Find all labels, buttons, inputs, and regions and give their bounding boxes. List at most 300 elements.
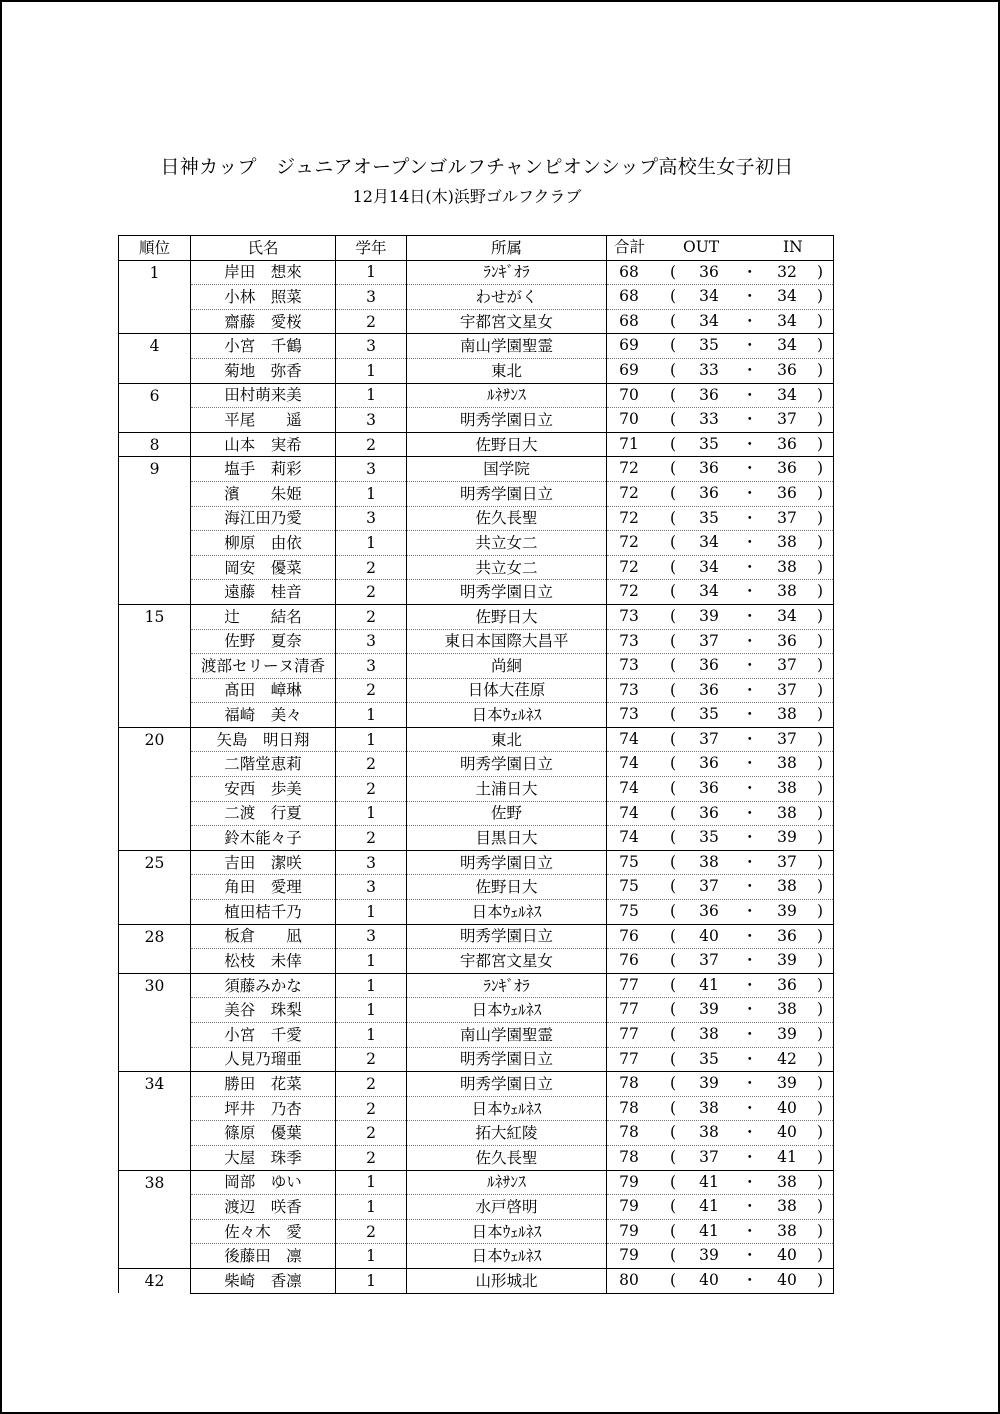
total-score: 74 [619,828,639,847]
out-score: 34 [699,557,719,576]
affiliation-cell: ﾗﾝｷﾞｵﾗ [407,973,607,998]
total-score: 78 [619,1074,639,1093]
open-paren: ( [670,1123,677,1142]
out-score: 39 [699,606,719,625]
close-paren: ) [817,311,824,330]
affiliation-cell: 水戸啓明 [407,1195,607,1220]
close-paren: ) [817,483,824,502]
header-score [607,236,834,261]
score-separator: ・ [742,1246,758,1265]
rank-cell: 25 [119,850,191,875]
rank-cell [119,1096,191,1121]
grade-cell: 1 [336,998,407,1023]
table-row [119,1023,834,1048]
rank-cell [119,1023,191,1048]
table-row [119,309,834,334]
open-paren: ( [670,656,677,675]
rank-cell [119,703,191,728]
open-paren: ( [670,410,677,429]
score-cell [607,580,834,605]
document-subtitle: 12月14日(木)浜野ゴルフクラブ [352,187,582,206]
out-score: 33 [699,360,719,379]
grade-cell: 1 [336,900,407,925]
close-paren: ) [817,262,824,281]
score-cell [607,924,834,949]
out-score: 38 [699,1098,719,1117]
table-row [119,678,834,703]
name-cell: 角田 愛理 [191,875,336,900]
affiliation-cell: 明秀学園日立 [407,1047,607,1072]
affiliation-cell: 宇都宮文星女 [407,309,607,334]
score-separator: ・ [742,1074,758,1093]
close-paren: ) [817,951,824,970]
close-paren: ) [817,779,824,798]
table-row [119,900,834,925]
close-paren: ) [817,582,824,601]
document-title: 日神カップ ジュニアオープンゴルフチャンピオンシップ高校生女子初日 [160,156,794,178]
name-cell: 佐野 夏奈 [191,629,336,654]
total-score: 74 [619,779,639,798]
open-paren: ( [670,385,677,404]
total-score: 72 [619,582,639,601]
in-score: 38 [777,705,797,724]
score-separator: ・ [742,459,758,478]
in-score: 39 [777,951,797,970]
name-cell: 渡部セリーヌ清香 [191,654,336,679]
total-score: 79 [619,1221,639,1240]
grade-cell: 2 [336,580,407,605]
name-cell: 岡安 優菜 [191,555,336,580]
score-separator: ・ [742,975,758,994]
close-paren: ) [817,1025,824,1043]
total-score: 73 [619,680,639,699]
rank-cell [119,949,191,974]
score-cell [607,481,834,506]
out-score: 35 [699,1049,719,1068]
open-paren: ( [670,631,677,650]
in-score: 38 [777,779,797,798]
table-row [119,1195,834,1220]
affiliation-cell: 佐野 [407,801,607,826]
rank-cell: 8 [119,432,191,457]
score-separator: ・ [742,1098,758,1117]
grade-cell: 3 [336,924,407,949]
total-score: 74 [619,803,639,822]
name-cell: 美谷 珠梨 [191,998,336,1023]
out-score: 34 [699,311,719,330]
total-score: 77 [619,1049,639,1068]
affiliation-cell: 佐久長聖 [407,506,607,531]
table-row [119,457,834,482]
in-score: 36 [777,926,797,945]
score-separator: ・ [742,656,758,675]
table-row [119,383,834,408]
rank-cell [119,1195,191,1220]
score-cell [607,432,834,457]
open-paren: ( [670,902,677,921]
score-separator: ・ [742,311,758,330]
total-score: 73 [619,705,639,724]
out-score: 36 [699,902,719,921]
table-row [119,949,834,974]
grade-cell: 1 [336,727,407,752]
score-cell [607,654,834,679]
header-out: OUT [683,238,720,256]
open-paren: ( [670,508,677,527]
open-paren: ( [670,951,677,970]
grade-cell: 3 [336,654,407,679]
score-cell [607,900,834,925]
in-score: 38 [777,1221,797,1240]
score-separator: ・ [742,803,758,822]
score-separator: ・ [742,336,758,355]
close-paren: ) [817,828,824,847]
score-cell [607,260,834,285]
name-cell: 塩手 莉彩 [191,457,336,482]
out-score: 36 [699,385,719,404]
open-paren: ( [670,680,677,699]
score-separator: ・ [742,828,758,847]
name-cell: 小宮 千愛 [191,1023,336,1048]
results-table [118,235,834,1294]
out-score: 34 [699,582,719,601]
grade-cell: 1 [336,383,407,408]
score-separator: ・ [742,582,758,601]
open-paren: ( [670,287,677,306]
out-score: 37 [699,951,719,970]
name-cell: 柴崎 香凛 [191,1268,336,1293]
out-score: 36 [699,779,719,798]
out-score: 39 [699,1000,719,1019]
total-score: 79 [619,1172,639,1191]
open-paren: ( [670,1172,677,1191]
close-paren: ) [817,533,824,552]
open-paren: ( [670,557,677,576]
close-paren: ) [817,434,824,453]
name-cell: 福崎 美々 [191,703,336,728]
total-score: 80 [619,1270,639,1289]
open-paren: ( [670,1197,677,1216]
close-paren: ) [817,385,824,404]
total-score: 79 [619,1197,639,1216]
rank-cell [119,900,191,925]
total-score: 69 [619,360,639,379]
in-score: 42 [777,1049,797,1068]
total-score: 79 [619,1246,639,1265]
rank-cell: 1 [119,260,191,285]
header-total: 合計 [614,238,646,256]
score-separator: ・ [742,1172,758,1191]
close-paren: ) [817,877,824,896]
table-row [119,260,834,285]
total-score: 72 [619,557,639,576]
rank-cell [119,481,191,506]
table-row [119,285,834,310]
grade-cell: 1 [336,703,407,728]
grade-cell: 3 [336,334,407,359]
close-paren: ) [817,1147,824,1166]
total-score: 72 [619,533,639,552]
table-row [119,654,834,679]
score-cell [607,1268,834,1293]
score-cell [607,850,834,875]
grade-cell: 2 [336,1047,407,1072]
total-score: 68 [619,262,639,281]
affiliation-cell: 日本ｳｪﾙﾈｽ [407,900,607,925]
name-cell: 矢島 明日翔 [191,727,336,752]
total-score: 76 [619,926,639,945]
header-name: 氏名 [191,236,336,261]
in-score: 40 [777,1246,797,1265]
close-paren: ) [817,926,824,945]
affiliation-cell: 明秀学園日立 [407,408,607,433]
table-row [119,555,834,580]
name-cell: 柳原 由依 [191,531,336,556]
grade-cell: 1 [336,531,407,556]
rank-cell [119,1047,191,1072]
table-row [119,531,834,556]
total-score: 75 [619,877,639,896]
score-cell [607,1195,834,1220]
rank-cell [119,309,191,334]
score-separator: ・ [742,877,758,896]
rank-cell [119,1145,191,1170]
rank-cell [119,752,191,777]
score-cell [607,1023,834,1048]
affiliation-cell: 国学院 [407,457,607,482]
in-score: 37 [777,680,797,699]
in-score: 34 [777,336,797,355]
affiliation-cell: 東北 [407,358,607,383]
name-cell: 小林 照菜 [191,285,336,310]
name-cell: 平尾 遥 [191,408,336,433]
rank-cell [119,801,191,826]
affiliation-cell: 佐野日大 [407,604,607,629]
score-cell [607,604,834,629]
out-score: 41 [699,975,719,994]
in-score: 37 [777,729,797,748]
results-body [119,260,834,1293]
affiliation-cell: 東北 [407,727,607,752]
open-paren: ( [670,1074,677,1093]
grade-cell: 1 [336,801,407,826]
name-cell: 田村萌来美 [191,383,336,408]
close-paren: ) [817,360,824,379]
table-row [119,1268,834,1293]
open-paren: ( [670,975,677,994]
score-separator: ・ [742,287,758,306]
table-row [119,408,834,433]
open-paren: ( [670,754,677,773]
score-separator: ・ [742,606,758,625]
score-cell [607,727,834,752]
score-separator: ・ [742,680,758,699]
score-separator: ・ [742,902,758,921]
grade-cell: 3 [336,629,407,654]
name-cell: 菊地 弥香 [191,358,336,383]
affiliation-cell: ﾗﾝｷﾞｵﾗ [407,260,607,285]
in-score: 39 [777,828,797,847]
grade-cell: 2 [336,826,407,851]
close-paren: ) [817,1098,824,1117]
close-paren: ) [817,287,824,306]
rank-cell [119,285,191,310]
open-paren: ( [670,1270,677,1289]
rank-cell: 9 [119,457,191,482]
name-cell: 坪井 乃杏 [191,1096,336,1121]
grade-cell: 3 [336,850,407,875]
rank-cell [119,826,191,851]
affiliation-cell: 共立女二 [407,531,607,556]
out-score: 36 [699,483,719,502]
score-separator: ・ [742,434,758,453]
grade-cell: 2 [336,752,407,777]
out-score: 37 [699,631,719,650]
rank-cell: 38 [119,1170,191,1195]
table-row [119,358,834,383]
open-paren: ( [670,1221,677,1240]
score-cell [607,801,834,826]
in-score: 37 [777,508,797,527]
table-row [119,998,834,1023]
grade-cell: 1 [336,1023,407,1048]
score-cell [607,777,834,802]
in-score: 38 [777,877,797,896]
open-paren: ( [670,533,677,552]
out-score: 38 [699,852,719,871]
rank-cell [119,1121,191,1146]
name-cell: 遠藤 桂音 [191,580,336,605]
rank-cell: 4 [119,334,191,359]
out-score: 41 [699,1172,719,1191]
rank-cell: 6 [119,383,191,408]
score-separator: ・ [742,557,758,576]
grade-cell: 3 [336,457,407,482]
total-score: 78 [619,1098,639,1117]
out-score: 37 [699,729,719,748]
affiliation-cell: 佐野日大 [407,875,607,900]
in-score: 36 [777,975,797,994]
rank-cell [119,1219,191,1244]
close-paren: ) [817,680,824,699]
score-separator: ・ [742,1049,758,1068]
name-cell: 辻 結名 [191,604,336,629]
score-cell [607,1047,834,1072]
grade-cell: 2 [336,777,407,802]
name-cell: 齋藤 愛桜 [191,309,336,334]
close-paren: ) [817,1000,824,1019]
table-row [119,826,834,851]
score-separator: ・ [742,360,758,379]
score-cell [607,1096,834,1121]
close-paren: ) [817,1172,824,1191]
out-score: 40 [699,926,719,945]
affiliation-cell: 目黒日大 [407,826,607,851]
total-score: 72 [619,459,639,478]
table-row [119,1244,834,1269]
open-paren: ( [670,606,677,625]
total-score: 68 [619,311,639,330]
name-cell: 二渡 行夏 [191,801,336,826]
table-row [119,481,834,506]
score-cell [607,629,834,654]
out-score: 38 [699,1025,719,1043]
grade-cell: 2 [336,1121,407,1146]
close-paren: ) [817,631,824,650]
open-paren: ( [670,1049,677,1068]
in-score: 37 [777,852,797,871]
out-score: 37 [699,1147,719,1166]
grade-cell: 2 [336,555,407,580]
header-in: IN [783,238,803,256]
close-paren: ) [817,508,824,527]
name-cell: 二階堂恵莉 [191,752,336,777]
score-separator: ・ [742,410,758,429]
rank-cell [119,654,191,679]
grade-cell: 3 [336,875,407,900]
out-score: 37 [699,877,719,896]
score-cell [607,358,834,383]
close-paren: ) [817,1270,824,1289]
total-score: 75 [619,902,639,921]
grade-cell: 2 [336,309,407,334]
out-score: 41 [699,1197,719,1216]
table-row [119,1170,834,1195]
in-score: 38 [777,582,797,601]
grade-cell: 2 [336,1096,407,1121]
name-cell: 髙田 嶂琳 [191,678,336,703]
close-paren: ) [817,729,824,748]
total-score: 74 [619,729,639,748]
name-cell: 海江田乃愛 [191,506,336,531]
affiliation-cell: 明秀学園日立 [407,924,607,949]
in-score: 40 [777,1098,797,1117]
score-separator: ・ [742,754,758,773]
score-cell [607,973,834,998]
in-score: 39 [777,902,797,921]
close-paren: ) [817,975,824,994]
name-cell: 後藤田 凛 [191,1244,336,1269]
out-score: 35 [699,705,719,724]
table-row [119,1047,834,1072]
name-cell: 小宮 千鶴 [191,334,336,359]
rank-cell [119,555,191,580]
table-row [119,334,834,359]
total-score: 72 [619,483,639,502]
name-cell: 山本 実希 [191,432,336,457]
open-paren: ( [670,877,677,896]
grade-cell: 2 [336,1219,407,1244]
grade-cell: 3 [336,285,407,310]
grade-cell: 3 [336,506,407,531]
open-paren: ( [670,434,677,453]
affiliation-cell: 明秀学園日立 [407,580,607,605]
close-paren: ) [817,656,824,675]
close-paren: ) [817,705,824,724]
header-rank: 順位 [119,236,191,261]
total-score: 74 [619,754,639,773]
header-grade: 学年 [336,236,407,261]
in-score: 32 [777,262,797,281]
affiliation-cell: 日本ｳｪﾙﾈｽ [407,703,607,728]
open-paren: ( [670,311,677,330]
score-separator: ・ [742,705,758,724]
score-cell [607,1244,834,1269]
score-cell [607,531,834,556]
score-cell [607,1170,834,1195]
rank-cell [119,506,191,531]
close-paren: ) [817,902,824,921]
